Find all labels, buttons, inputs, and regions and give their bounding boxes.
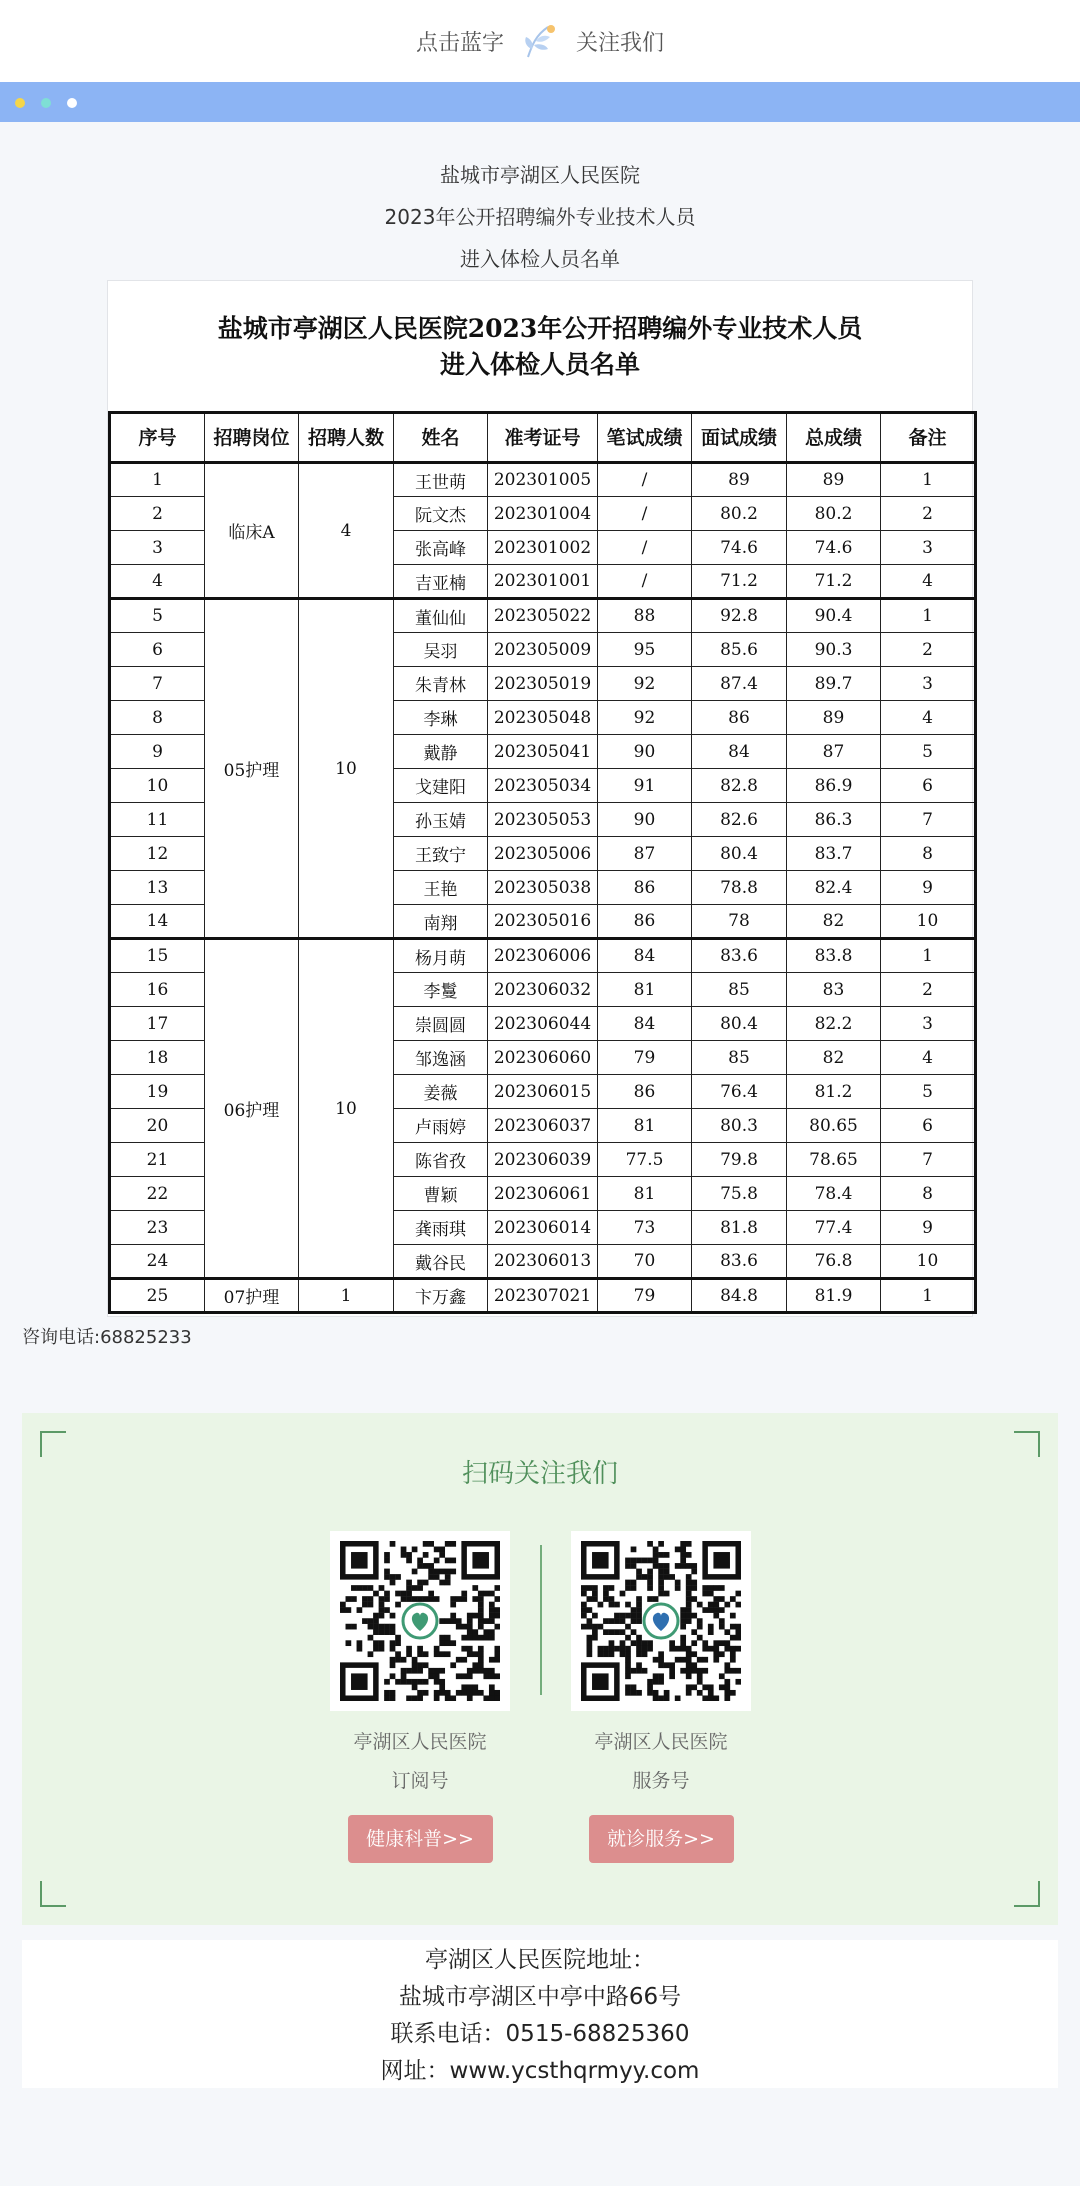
interview-score-cell: 78 (692, 905, 787, 939)
subscription-label (330, 1723, 510, 1801)
interview-score-cell: 78.8 (692, 871, 787, 905)
total-score-cell: 83 (787, 973, 881, 1007)
written-score-cell: 86 (598, 905, 692, 939)
written-score-cell: 86 (598, 871, 692, 905)
total-score-cell: 86.9 (787, 769, 881, 803)
written-score-cell: 77.5 (598, 1143, 692, 1177)
row-number: 9 (110, 735, 205, 769)
total-score-cell: 81.9 (787, 1279, 881, 1313)
row-number: 17 (110, 1007, 205, 1041)
name-cell: 吴羽 (394, 633, 488, 667)
remark-cell: 10 (881, 905, 976, 939)
total-score-cell: 82.2 (787, 1007, 881, 1041)
total-score-cell: 74.6 (787, 531, 881, 565)
remark-cell: 9 (881, 1211, 976, 1245)
row-number: 21 (110, 1143, 205, 1177)
exam-id-cell: 202305034 (488, 769, 598, 803)
row-number: 4 (110, 565, 205, 599)
interview-score-cell: 75.8 (692, 1177, 787, 1211)
remark-cell: 6 (881, 769, 976, 803)
total-score-cell: 87 (787, 735, 881, 769)
total-score-cell: 76.8 (787, 1245, 881, 1279)
exam-id-cell: 202306039 (488, 1143, 598, 1177)
remark-cell: 2 (881, 497, 976, 531)
table-row (110, 939, 976, 973)
interview-score-cell: 87.4 (692, 667, 787, 701)
total-score-cell: 90.3 (787, 633, 881, 667)
remark-cell: 1 (881, 463, 976, 497)
interview-score-cell: 85 (692, 973, 787, 1007)
service-label (571, 1723, 751, 1801)
total-score-cell: 83.8 (787, 939, 881, 973)
row-number: 23 (110, 1211, 205, 1245)
row-number: 1 (110, 463, 205, 497)
intro-line-1: 盐城市亭湖区人民医院 (440, 163, 640, 187)
service-name: 亭湖区人民医院 (594, 1731, 728, 1753)
name-cell: 邹逸涵 (394, 1041, 488, 1075)
teal-dot (41, 98, 51, 108)
written-score-cell: 81 (598, 973, 692, 1007)
health-science-button[interactable]: 健康科普>> (348, 1815, 493, 1863)
remark-cell: 4 (881, 1041, 976, 1075)
total-score-cell: 78.4 (787, 1177, 881, 1211)
remark-cell: 10 (881, 1245, 976, 1279)
position-cell: 临床A (205, 463, 299, 599)
total-score-cell: 80.65 (787, 1109, 881, 1143)
written-score-cell: 79 (598, 1041, 692, 1075)
exam-id-cell: 202301002 (488, 531, 598, 565)
col-header: 总成绩 (787, 413, 881, 463)
name-cell: 龚雨琪 (394, 1211, 488, 1245)
written-score-cell: 95 (598, 633, 692, 667)
exam-id-cell: 202306014 (488, 1211, 598, 1245)
name-cell: 卞万鑫 (394, 1279, 488, 1313)
written-score-cell: 90 (598, 735, 692, 769)
col-header: 笔试成绩 (598, 413, 692, 463)
exam-id-cell: 202301004 (488, 497, 598, 531)
row-number: 25 (110, 1279, 205, 1313)
exam-id-cell: 202305041 (488, 735, 598, 769)
remark-cell: 2 (881, 633, 976, 667)
row-number: 12 (110, 837, 205, 871)
interview-score-cell: 81.8 (692, 1211, 787, 1245)
interview-score-cell: 82.6 (692, 803, 787, 837)
remark-cell: 5 (881, 735, 976, 769)
col-header: 序号 (110, 413, 205, 463)
intro-line-2: 2023年公开招聘编外专业技术人员 (384, 205, 696, 229)
address-website[interactable]: 网址：www.ycsthqrmyy.com (380, 2058, 700, 2084)
written-score-cell: 92 (598, 701, 692, 735)
total-score-cell: 90.4 (787, 599, 881, 633)
written-score-cell: 91 (598, 769, 692, 803)
exam-id-cell: 202305022 (488, 599, 598, 633)
written-score-cell: 81 (598, 1177, 692, 1211)
interview-score-cell: 86 (692, 701, 787, 735)
row-number: 5 (110, 599, 205, 633)
roster-card (107, 280, 973, 1317)
subscription-type: 订阅号 (391, 1770, 449, 1792)
total-score-cell: 89.7 (787, 667, 881, 701)
exam-id-cell: 202306037 (488, 1109, 598, 1143)
table-header-row (110, 413, 976, 463)
name-cell: 戴静 (394, 735, 488, 769)
headcount-cell: 1 (299, 1279, 394, 1313)
name-cell: 曹颖 (394, 1177, 488, 1211)
exam-id-cell: 202306061 (488, 1177, 598, 1211)
corner-bracket (1014, 1881, 1040, 1907)
written-score-cell: 73 (598, 1211, 692, 1245)
name-cell: 李琳 (394, 701, 488, 735)
top-header (0, 0, 1080, 82)
row-number: 6 (110, 633, 205, 667)
remark-cell: 8 (881, 837, 976, 871)
service-type: 服务号 (632, 1770, 690, 1792)
total-score-cell: 81.2 (787, 1075, 881, 1109)
roster-title (108, 311, 972, 383)
total-score-cell: 82 (787, 905, 881, 939)
intro-heading (0, 154, 1080, 280)
name-cell: 朱青林 (394, 667, 488, 701)
qr-code-subscription[interactable] (330, 1531, 510, 1711)
interview-score-cell: 83.6 (692, 939, 787, 973)
white-dot (67, 98, 77, 108)
interview-score-cell: 92.8 (692, 599, 787, 633)
remark-cell: 1 (881, 1279, 976, 1313)
total-score-cell: 82.4 (787, 871, 881, 905)
interview-score-cell: 85.6 (692, 633, 787, 667)
col-header: 姓名 (394, 413, 488, 463)
exam-id-cell: 202306015 (488, 1075, 598, 1109)
written-score-cell: / (598, 531, 692, 565)
row-number: 2 (110, 497, 205, 531)
interview-score-cell: 76.4 (692, 1075, 787, 1109)
address-phone: 联系电话：0515-68825360 (390, 2021, 690, 2047)
row-number: 22 (110, 1177, 205, 1211)
row-number: 15 (110, 939, 205, 973)
name-cell: 戈建阳 (394, 769, 488, 803)
table-row (110, 599, 976, 633)
written-score-cell: / (598, 463, 692, 497)
follow-us-text: 关注我们 (576, 30, 665, 56)
total-score-cell: 89 (787, 463, 881, 497)
name-cell: 王世萌 (394, 463, 488, 497)
name-cell: 崇圆圆 (394, 1007, 488, 1041)
row-number: 8 (110, 701, 205, 735)
col-header: 招聘岗位 (205, 413, 299, 463)
exam-id-cell: 202305048 (488, 701, 598, 735)
remark-cell: 4 (881, 565, 976, 599)
exam-id-cell: 202306060 (488, 1041, 598, 1075)
remark-cell: 3 (881, 667, 976, 701)
name-cell: 阮文杰 (394, 497, 488, 531)
interview-score-cell: 85 (692, 1041, 787, 1075)
remark-cell: 4 (881, 701, 976, 735)
total-score-cell: 83.7 (787, 837, 881, 871)
exam-id-cell: 202307021 (488, 1279, 598, 1313)
written-score-cell: 87 (598, 837, 692, 871)
decorative-band (0, 82, 1080, 122)
row-number: 16 (110, 973, 205, 1007)
medical-service-button[interactable]: 就诊服务>> (589, 1815, 734, 1863)
remark-cell: 1 (881, 939, 976, 973)
roster-title-line-2: 进入体检人员名单 (439, 350, 640, 379)
name-cell: 卢雨婷 (394, 1109, 488, 1143)
click-blue-text: 点击蓝字 (415, 30, 504, 56)
written-score-cell: 81 (598, 1109, 692, 1143)
headcount-cell: 10 (299, 599, 394, 939)
remark-cell: 8 (881, 1177, 976, 1211)
remark-cell: 3 (881, 531, 976, 565)
col-header: 备注 (881, 413, 976, 463)
name-cell: 李鬘 (394, 973, 488, 1007)
remark-cell: 2 (881, 973, 976, 1007)
written-score-cell: 86 (598, 1075, 692, 1109)
interview-score-cell: 84.8 (692, 1279, 787, 1313)
subscription-name: 亭湖区人民医院 (353, 1731, 487, 1753)
row-number: 3 (110, 531, 205, 565)
exam-id-cell: 202305019 (488, 667, 598, 701)
interview-score-cell: 82.8 (692, 769, 787, 803)
table-row (110, 463, 976, 497)
row-number: 19 (110, 1075, 205, 1109)
total-score-cell: 78.65 (787, 1143, 881, 1177)
divider (540, 1545, 542, 1695)
name-cell: 陈省孜 (394, 1143, 488, 1177)
col-header: 招聘人数 (299, 413, 394, 463)
exam-id-cell: 202305053 (488, 803, 598, 837)
qr-code-service[interactable] (571, 1531, 751, 1711)
remark-cell: 3 (881, 1007, 976, 1041)
table-row (110, 1279, 976, 1313)
written-score-cell: 90 (598, 803, 692, 837)
interview-score-cell: 80.3 (692, 1109, 787, 1143)
yellow-dot (15, 98, 25, 108)
total-score-cell: 89 (787, 701, 881, 735)
row-number: 18 (110, 1041, 205, 1075)
exam-id-cell: 202306013 (488, 1245, 598, 1279)
exam-id-cell: 202301001 (488, 565, 598, 599)
address-heading: 亭湖区人民医院地址： (425, 1947, 655, 1973)
remark-cell: 7 (881, 1143, 976, 1177)
col-header: 准考证号 (488, 413, 598, 463)
row-number: 10 (110, 769, 205, 803)
row-number: 7 (110, 667, 205, 701)
exam-id-cell: 202306032 (488, 973, 598, 1007)
service-account (571, 1531, 751, 1863)
remark-cell: 7 (881, 803, 976, 837)
headcount-cell: 4 (299, 463, 394, 599)
row-number: 14 (110, 905, 205, 939)
position-cell: 07护理 (205, 1279, 299, 1313)
remark-cell: 5 (881, 1075, 976, 1109)
remark-cell: 1 (881, 599, 976, 633)
name-cell: 王致宁 (394, 837, 488, 871)
total-score-cell: 86.3 (787, 803, 881, 837)
exam-id-cell: 202305038 (488, 871, 598, 905)
roster-table (108, 411, 977, 1314)
name-cell: 孙玉婧 (394, 803, 488, 837)
consult-phone: 咨询电话:68825233 (22, 1327, 192, 1348)
position-cell: 05护理 (205, 599, 299, 939)
total-score-cell: 77.4 (787, 1211, 881, 1245)
leaf-icon (518, 19, 562, 63)
interview-score-cell: 80.2 (692, 497, 787, 531)
name-cell: 姜薇 (394, 1075, 488, 1109)
name-cell: 南翔 (394, 905, 488, 939)
written-score-cell: 79 (598, 1279, 692, 1313)
intro-line-3: 进入体检人员名单 (460, 247, 620, 271)
name-cell: 杨月萌 (394, 939, 488, 973)
interview-score-cell: 83.6 (692, 1245, 787, 1279)
written-score-cell: / (598, 565, 692, 599)
row-number: 13 (110, 871, 205, 905)
name-cell: 吉亚楠 (394, 565, 488, 599)
exam-id-cell: 202301005 (488, 463, 598, 497)
row-number: 11 (110, 803, 205, 837)
interview-score-cell: 79.8 (692, 1143, 787, 1177)
remark-cell: 9 (881, 871, 976, 905)
exam-id-cell: 202305006 (488, 837, 598, 871)
written-score-cell: 84 (598, 939, 692, 973)
interview-score-cell: 74.6 (692, 531, 787, 565)
exam-id-cell: 202305016 (488, 905, 598, 939)
exam-id-cell: 202306044 (488, 1007, 598, 1041)
corner-bracket (40, 1881, 66, 1907)
position-cell: 06护理 (205, 939, 299, 1279)
written-score-cell: 70 (598, 1245, 692, 1279)
qr-follow-section (22, 1413, 1058, 1925)
headcount-cell: 10 (299, 939, 394, 1279)
total-score-cell: 71.2 (787, 565, 881, 599)
roster-title-line-1: 盐城市亭湖区人民医院2023年公开招聘编外专业技术人员 (217, 314, 863, 343)
total-score-cell: 80.2 (787, 497, 881, 531)
exam-id-cell: 202305009 (488, 633, 598, 667)
row-number: 24 (110, 1245, 205, 1279)
remark-cell: 6 (881, 1109, 976, 1143)
subscription-account (330, 1531, 510, 1863)
written-score-cell: 88 (598, 599, 692, 633)
name-cell: 张高峰 (394, 531, 488, 565)
col-header: 面试成绩 (692, 413, 787, 463)
address-block (22, 1940, 1058, 2088)
written-score-cell: 92 (598, 667, 692, 701)
qr-heading: 扫码关注我们 (461, 1459, 618, 1489)
interview-score-cell: 89 (692, 463, 787, 497)
exam-id-cell: 202306006 (488, 939, 598, 973)
total-score-cell: 82 (787, 1041, 881, 1075)
interview-score-cell: 80.4 (692, 837, 787, 871)
written-score-cell: / (598, 497, 692, 531)
name-cell: 王艳 (394, 871, 488, 905)
interview-score-cell: 80.4 (692, 1007, 787, 1041)
name-cell: 戴谷民 (394, 1245, 488, 1279)
name-cell: 董仙仙 (394, 599, 488, 633)
interview-score-cell: 84 (692, 735, 787, 769)
row-number: 20 (110, 1109, 205, 1143)
interview-score-cell: 71.2 (692, 565, 787, 599)
address-street: 盐城市亭湖区中亭中路66号 (398, 1984, 682, 2010)
written-score-cell: 84 (598, 1007, 692, 1041)
